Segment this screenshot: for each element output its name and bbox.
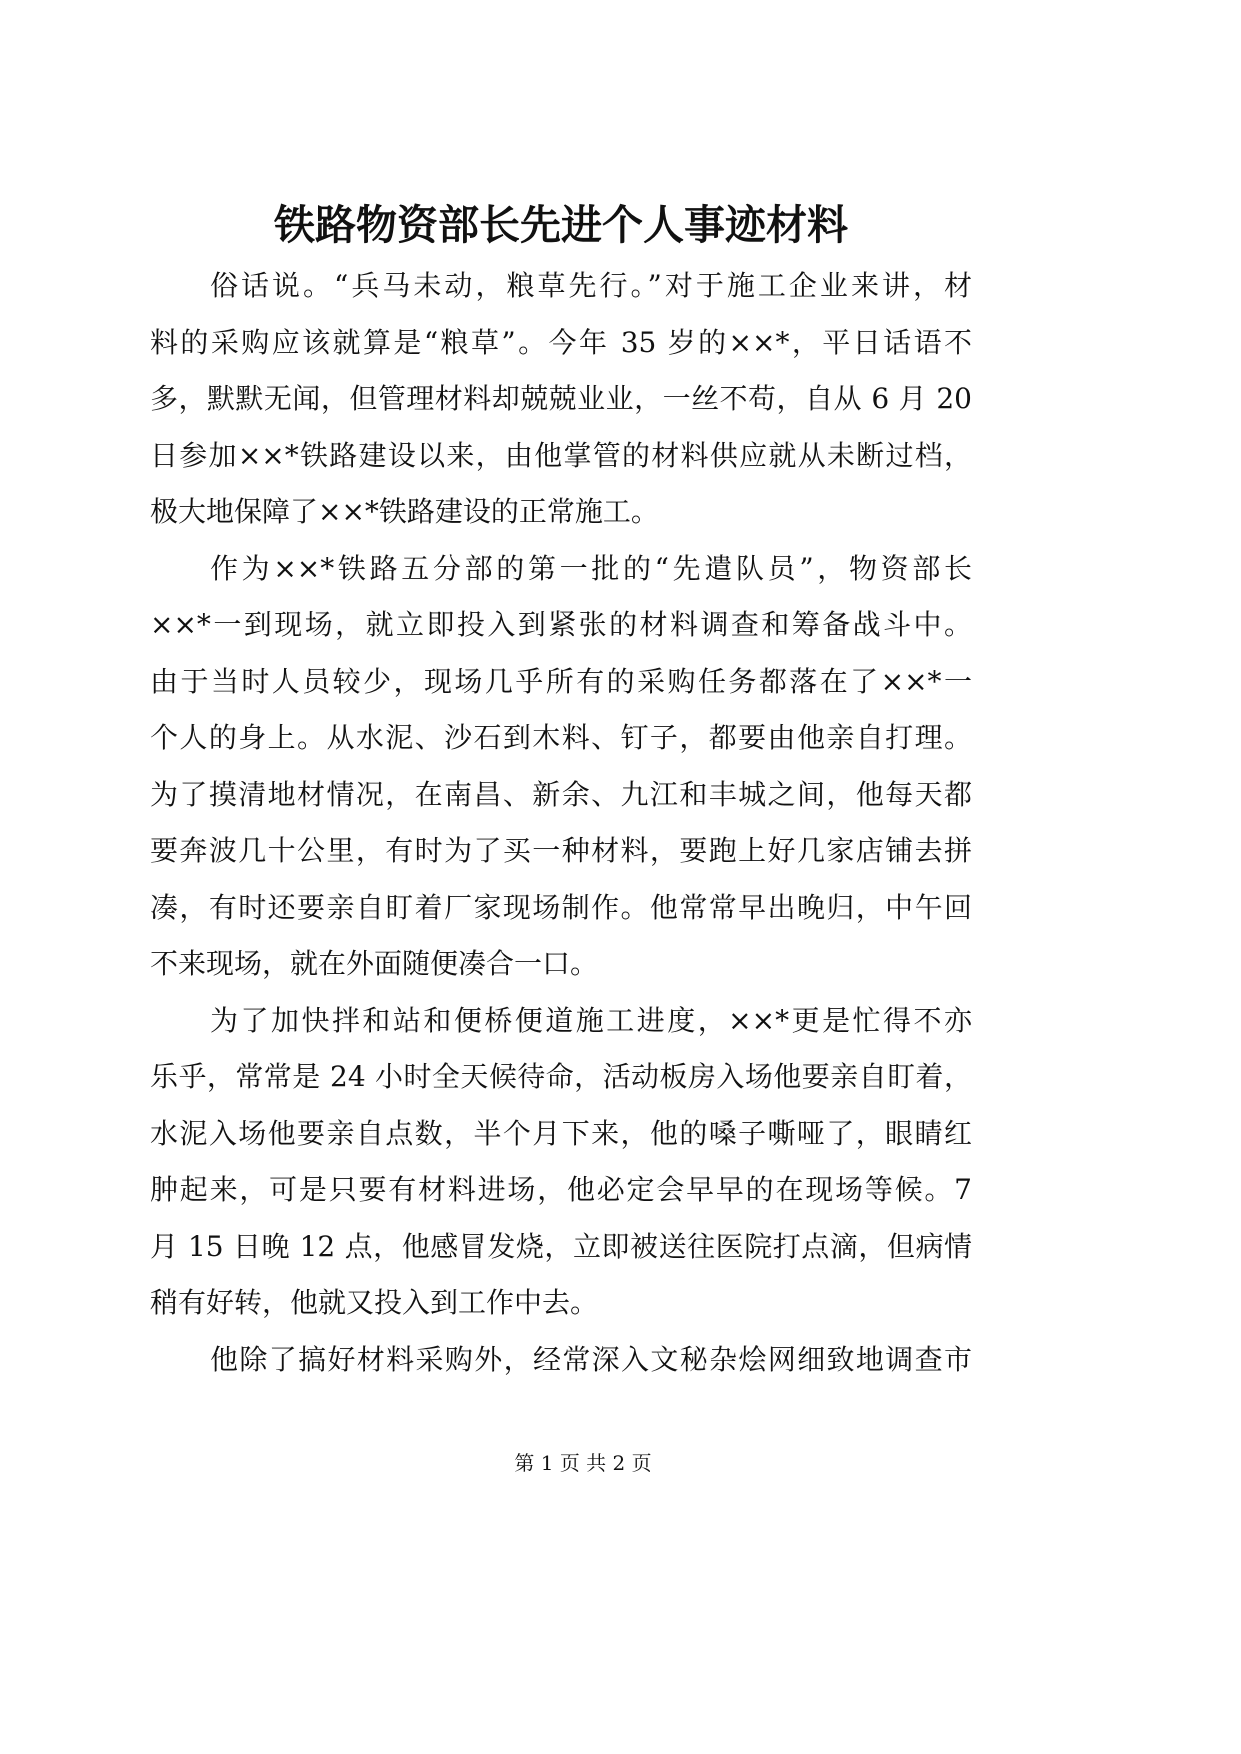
paragraph-3 — [150, 993, 972, 1332]
paragraph-line: 俗话说。“兵马未动，粮草先行。”对于施工企业来讲，材 — [210, 269, 972, 302]
paragraph-line: 由于当时人员较少，现场几乎所有的采购任务都落在了××*一 — [150, 664, 972, 698]
document-body — [150, 258, 972, 1388]
paragraph-line: 日参加××*铁路建设以来，由他掌管的材料供应就从未断过档， — [150, 438, 972, 472]
document-title: 铁路物资部长先进个人事迹材料 — [274, 201, 848, 249]
paragraph-line: 月 15 日晚 12 点，他感冒发烧，立即被送往医院打点滴，但病情 — [150, 1229, 972, 1263]
paragraph-line: 乐乎，常常是 24 小时全天候待命，活动板房入场他要亲自盯着， — [150, 1060, 972, 1093]
paragraph-4 — [150, 1332, 972, 1389]
paragraph-line: 为了加快拌和站和便桥便道施工进度，××*更是忙得不亦 — [210, 1003, 972, 1037]
paragraph-line: 水泥入场他要亲自点数，半个月下来，他的嗓子嘶哑了，眼睛红 — [150, 1116, 972, 1150]
paragraph-line: 不来现场，就在外面随便凑合一口。 — [150, 947, 599, 980]
paragraph-line: 多，默默无闻，但管理材料却兢兢业业，一丝不苟，自从 6 月 20 — [150, 382, 972, 415]
paragraph-line: ××*一到现场，就立即投入到紧张的材料调查和筹备战斗中。 — [150, 608, 972, 641]
paragraph-line: 作为××*铁路五分部的第一批的“先遣队员”，物资部长 — [210, 551, 972, 585]
paragraph-line: 料的采购应该就算是“粮草”。今年 35 岁的××*，平日话语不 — [150, 325, 972, 359]
paragraph-line: 凑，有时还要亲自盯着厂家现场制作。他常常早出晚归，中午回 — [150, 890, 972, 924]
paragraph-line: 为了摸清地材情况，在南昌、新余、九江和丰城之间，他每天都 — [150, 777, 972, 811]
paragraph-line: 稍有好转，他就又投入到工作中去。 — [150, 1286, 599, 1319]
paragraph-line: 他除了搞好材料采购外，经常深入文秘杂烩网细致地调查市 — [210, 1342, 972, 1376]
paragraph-line: 个人的身上。从水泥、沙石到木料、钉子，都要由他亲自打理。 — [150, 721, 972, 754]
paragraph-line: 极大地保障了××*铁路建设的正常施工。 — [150, 495, 659, 528]
paragraph-1 — [150, 258, 972, 541]
paragraph-2 — [150, 541, 972, 993]
page-footer: 第 1 页 共 2 页 — [514, 1451, 652, 1475]
paragraph-line: 肿起来，可是只要有材料进场，他必定会早早的在现场等候。7 — [150, 1173, 972, 1206]
paragraph-line: 要奔波几十公里，有时为了买一种材料，要跑上好几家店铺去拼 — [150, 834, 972, 867]
